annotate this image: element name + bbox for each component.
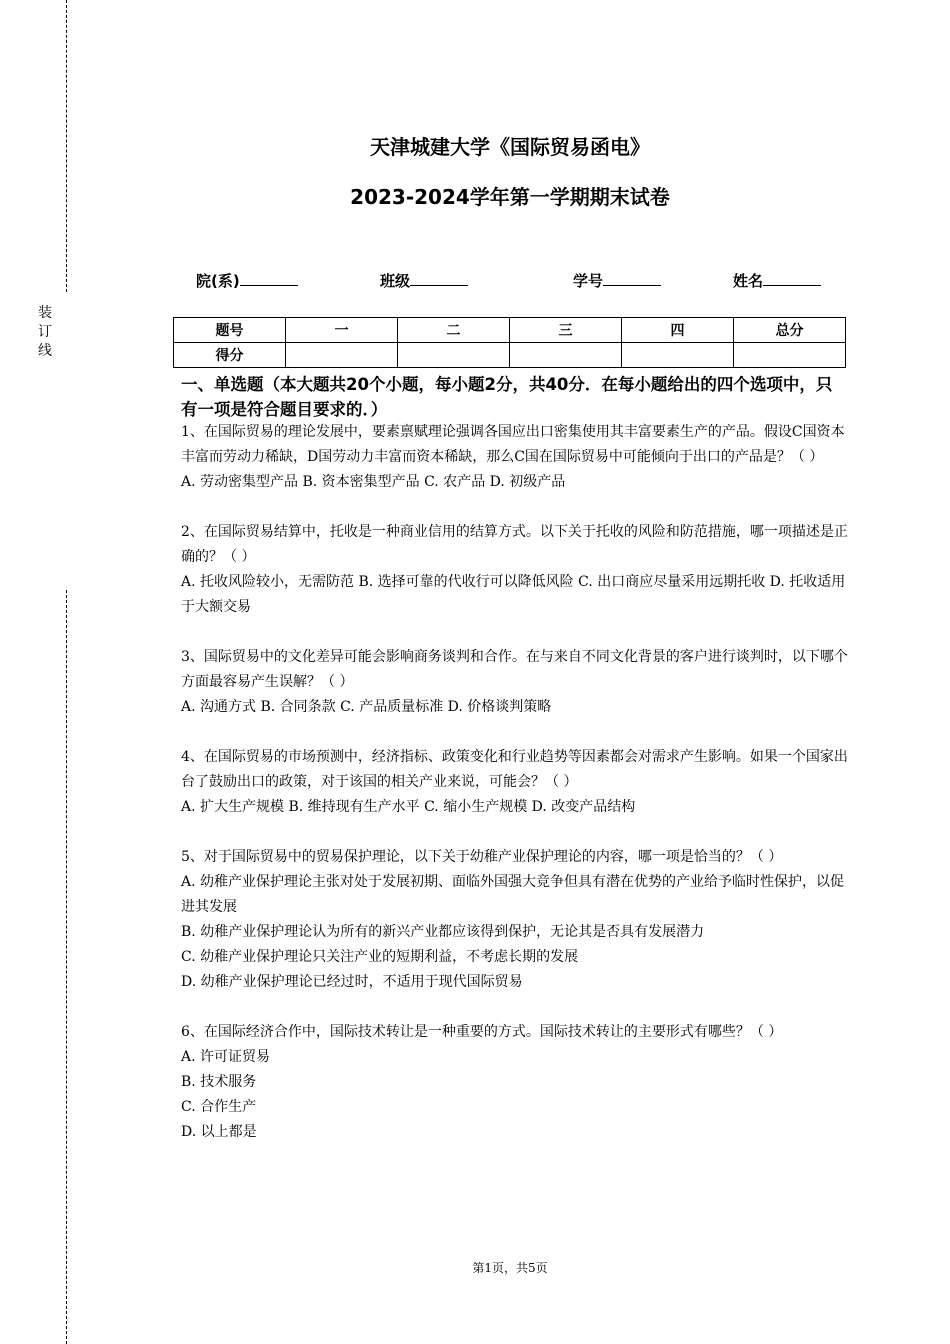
question-option: B. 幼稚产业保护理论认为所有的新兴产业都应该得到保护，无论其是否具有发展潜力 xyxy=(181,924,705,940)
binding-line-bottom xyxy=(66,590,67,1344)
score-header-cell: 总分 xyxy=(734,318,846,343)
question-option: A. 幼稚产业保护理论主张对处于发展初期、面临外国强大竞争但具有潜在优势的产业给予临时性保护，以促进其发展 xyxy=(181,874,845,915)
name-field xyxy=(733,270,821,291)
question-list xyxy=(181,420,849,1170)
score-row-label: 得分 xyxy=(174,343,286,368)
class-field xyxy=(380,270,468,291)
question-item xyxy=(181,745,849,820)
question-option: D. 幼稚产业保护理论已经过时，不适用于现代国际贸易 xyxy=(181,974,523,990)
question-stem: 5、对于国际贸易中的贸易保护理论，以下关于幼稚产业保护理论的内容，哪一项是恰当的？（ ） xyxy=(181,849,783,865)
question-option: C. 幼稚产业保护理论只关注产业的短期利益，不考虑长期的发展 xyxy=(181,949,579,965)
score-header-cell: 题号 xyxy=(174,318,286,343)
class-blank[interactable] xyxy=(410,271,468,286)
student-info-row xyxy=(0,270,950,292)
name-blank[interactable] xyxy=(763,271,821,286)
question-option: B. 技术服务 xyxy=(181,1074,257,1090)
score-cell[interactable] xyxy=(734,343,846,368)
question-stem: 2、在国际贸易结算中，托收是一种商业信用的结算方式。以下关于托收的风险和防范措施，哪一项描述是正确的？（ ） xyxy=(181,524,848,565)
department-blank[interactable] xyxy=(240,271,298,286)
score-cell[interactable] xyxy=(622,343,734,368)
student-id-field xyxy=(573,270,661,291)
binding-label: 装订线 xyxy=(38,305,52,359)
page-footer: 第1页，共5页 xyxy=(472,1261,548,1275)
class-label: 班级 xyxy=(380,272,411,290)
score-cell[interactable] xyxy=(398,343,510,368)
question-item xyxy=(181,420,849,495)
question-item xyxy=(181,1020,849,1145)
score-cell[interactable] xyxy=(510,343,622,368)
question-stem: 3、国际贸易中的文化差异可能会影响商务谈判和合作。在与来自不同文化背景的客户进行谈判时，以下哪个方面最容易产生误解？（ ） xyxy=(181,649,848,690)
question-stem: 1、在国际贸易的理论发展中，要素禀赋理论强调各国应出口密集使用其丰富要素生产的产品。假设C国资本丰富而劳动力稀缺，D国劳动力丰富而资本稀缺，那么C国在国际贸易中可能倾向于出口的产品是？（ ） xyxy=(181,424,845,465)
question-stem: 4、在国际贸易的市场预测中，经济指标、政策变化和行业趋势等因素都会对需求产生影响。如果一个国家出台了鼓励出口的政策，对于该国的相关产业来说，可能会？（ ） xyxy=(181,749,848,790)
question-item xyxy=(181,645,849,720)
score-cell[interactable] xyxy=(286,343,398,368)
question-option: D. 以上都是 xyxy=(181,1124,257,1140)
score-header-cell: 三 xyxy=(510,318,622,343)
exam-title: 天津城建大学《国际贸易函电》 xyxy=(370,135,650,159)
student-id-blank[interactable] xyxy=(603,271,661,286)
score-table-header-row xyxy=(174,318,846,343)
score-header-cell: 二 xyxy=(398,318,510,343)
score-header-cell: 一 xyxy=(286,318,398,343)
question-stem: 6、在国际经济合作中，国际技术转让是一种重要的方式。国际技术转让的主要形式有哪些？（ ） xyxy=(181,1024,783,1040)
question-item xyxy=(181,520,849,620)
department-label: 院(系) xyxy=(196,272,240,290)
name-label: 姓名 xyxy=(733,272,764,290)
question-option: A. 扩大生产规模 B. 维持现有生产水平 C. 缩小生产规模 D. 改变产品结构 xyxy=(181,799,636,815)
student-id-label: 学号 xyxy=(573,272,604,290)
question-item xyxy=(181,845,849,995)
question-option: A. 许可证贸易 xyxy=(181,1049,271,1065)
question-option: A. 沟通方式 B. 合同条款 C. 产品质量标准 D. 价格谈判策略 xyxy=(181,699,552,715)
exam-subtitle: 2023-2024学年第一学期期末试卷 xyxy=(350,185,670,209)
question-option: A. 托收风险较小，无需防范 B. 选择可靠的代收行可以降低风险 C. 出口商应尽量采用远期托收 D. 托收适用于大额交易 xyxy=(181,574,846,615)
score-header-cell: 四 xyxy=(622,318,734,343)
question-option: C. 合作生产 xyxy=(181,1099,257,1115)
score-table xyxy=(173,317,846,368)
score-table-score-row xyxy=(174,343,846,368)
section-heading: 一、单选题（本大题共20个小题，每小题2分，共40分．在每小题给出的四个选项中，只有一项是符合题目要求的．） xyxy=(181,375,833,419)
department-field xyxy=(196,270,298,291)
question-option: A. 劳动密集型产品 B. 资本密集型产品 C. 农产品 D. 初级产品 xyxy=(181,474,566,490)
